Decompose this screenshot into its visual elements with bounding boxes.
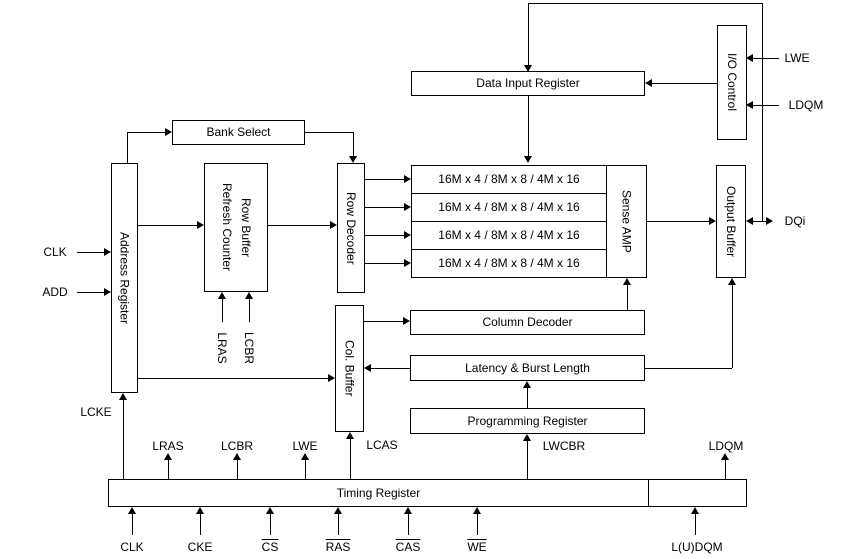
- wire-dqi: [753, 221, 766, 222]
- wire-lcas: [350, 439, 351, 479]
- wire-dir-array: [528, 96, 529, 156]
- memory-bank-row: 16M x 4 / 8M x 8 / 4M x 16: [412, 166, 606, 194]
- arrow-rowdec-bank4: [404, 259, 411, 267]
- wire-clk: [77, 252, 105, 253]
- wire-ldqm-right: [753, 105, 779, 106]
- arrow-feedback-dir: [524, 65, 532, 72]
- memory-bank-row: 16M x 4 / 8M x 8 / 4M x 16: [438, 256, 580, 271]
- wire-bank-rowdec-v: [353, 132, 354, 156]
- arrow-lras-counter: [218, 292, 226, 299]
- arrow-lwcbr: [523, 434, 531, 441]
- arrow-add: [104, 288, 111, 296]
- timing-register-label: Timing Register: [336, 485, 421, 500]
- label-clk-left: CLK: [43, 245, 67, 259]
- arrow-lwe-right: [746, 54, 753, 62]
- arrow-dqi-out: [766, 217, 773, 225]
- wire-latency-outbuf-h: [645, 368, 732, 369]
- arrow-addr-refresh: [197, 221, 204, 229]
- arrow-lras: [164, 453, 172, 460]
- wire-cas: [408, 514, 409, 535]
- arrow-latency-outbuf: [728, 278, 736, 285]
- label-we: $\overline{WE}$: [467, 540, 487, 554]
- wire-ludqm: [695, 514, 696, 535]
- sense-amp-block: Sense AMP: [606, 165, 647, 278]
- arrow-rowdec-bank2: [404, 203, 411, 211]
- arrow-coldec-sense: [623, 278, 631, 285]
- arrow-latency-colbuf: [364, 364, 371, 372]
- arrow-dir-array: [524, 156, 532, 163]
- arrow-addr-bank: [165, 128, 172, 136]
- wire-rowdec-bank4: [365, 263, 404, 264]
- wire-addr-colbuf: [138, 378, 328, 379]
- label-lras-counter: LRAS: [215, 332, 229, 364]
- label-dqi: DQi: [784, 214, 806, 228]
- wire-lwe-right: [753, 58, 779, 59]
- arrow-io-dir: [645, 79, 652, 87]
- arrow-cs: [266, 507, 274, 514]
- wire-prog-latency: [527, 388, 528, 408]
- label-ldqm-internal: LDQM: [708, 439, 744, 453]
- wire-add: [77, 292, 105, 293]
- refresh-counter-line1: Row Buffer: [239, 197, 254, 258]
- column-decoder-block: Column Decoder: [410, 310, 645, 335]
- label-lcke: LCKE: [80, 405, 112, 419]
- output-buffer-block: Output Buffer: [716, 165, 746, 278]
- label-lcbr-counter: LCBR: [242, 331, 256, 365]
- row-decoder-block: Row Decoder: [337, 163, 365, 293]
- arrow-addr-colbuf: [328, 374, 335, 382]
- arrow-cas: [404, 507, 412, 514]
- col-buffer-block: Col. Buffer: [335, 305, 364, 432]
- arrow-lcas: [346, 432, 354, 439]
- arrow-sense-outbuf: [709, 217, 716, 225]
- wire-feedback-top-h: [528, 3, 763, 4]
- arrow-lcke: [119, 393, 127, 400]
- timing-register-block: [108, 479, 747, 507]
- arrow-colbuf-coldec: [403, 317, 410, 325]
- wire-ldqm-internal: [725, 460, 726, 479]
- wire-rowdec-bank3: [365, 235, 404, 236]
- arrow-we: [473, 507, 481, 514]
- arrow-ldqm-internal: [721, 453, 729, 460]
- wire-lcke: [123, 400, 124, 479]
- label-cke: CKE: [187, 540, 213, 554]
- arrow-refresh-rowdec: [330, 221, 337, 229]
- wire-ras: [338, 514, 339, 535]
- label-ludqm: L(U)DQM: [671, 540, 723, 554]
- wire-latency-colbuf: [371, 368, 410, 369]
- label-cs: $\overline{CS}$: [261, 540, 279, 554]
- programming-register-block: Programming Register: [410, 408, 645, 434]
- wire-colbuf-coldec: [364, 321, 403, 322]
- wire-sense-outbuf: [647, 221, 709, 222]
- wire-latency-outbuf-v: [732, 285, 733, 368]
- wire-lras-counter: [222, 299, 223, 322]
- wire-rowdec-bank2: [365, 207, 404, 208]
- wire-clk-bottom: [132, 514, 133, 535]
- wire-coldec-sense: [627, 285, 628, 310]
- label-lwe-internal: LWE: [292, 439, 318, 453]
- label-lcbr: LCBR: [220, 439, 254, 453]
- label-ldqm-right: LDQM: [788, 98, 824, 112]
- wire-feedback-right-v: [762, 3, 763, 221]
- wire-io-dir: [652, 83, 718, 84]
- arrow-ldqm-right: [746, 101, 753, 109]
- wire-bank-rowdec-h: [305, 132, 354, 133]
- refresh-counter-line2: Refresh Counter: [220, 183, 234, 272]
- data-input-register-block: Data Input Register: [411, 71, 645, 96]
- memory-bank-row: 16M x 4 / 8M x 8 / 4M x 16: [412, 222, 606, 250]
- wire-feedback-left-v: [528, 3, 529, 65]
- label-lwcbr: LWCBR: [542, 439, 586, 453]
- label-cas: $\overline{CAS}$: [395, 540, 421, 554]
- memory-bank-row: 16M x 4 / 8M x 8 / 4M x 16: [412, 194, 606, 222]
- wire-cke: [200, 514, 201, 535]
- wire-lcbr: [237, 460, 238, 479]
- arrow-lwe-internal: [301, 453, 309, 460]
- arrow-ludqm: [691, 507, 699, 514]
- address-register-block: Address Register: [111, 163, 138, 393]
- label-ras: $\overline{RAS}$: [325, 540, 351, 554]
- label-add: ADD: [42, 285, 68, 299]
- wire-we: [477, 514, 478, 535]
- arrow-rowdec-bank3: [404, 231, 411, 239]
- label-lras: LRAS: [152, 439, 184, 453]
- arrow-clk: [104, 248, 111, 256]
- refresh-counter-block: [204, 163, 268, 292]
- arrow-bank-rowdec: [349, 156, 357, 163]
- timing-register-divider: [648, 480, 649, 506]
- wire-lwe-internal: [305, 460, 306, 479]
- label-lwe-right: LWE: [784, 51, 810, 65]
- label-clk-bottom: CLK: [120, 540, 144, 554]
- arrow-prog-latency: [523, 381, 531, 388]
- wire-lras: [168, 460, 169, 479]
- bank-select-block: Bank Select: [172, 120, 305, 145]
- wire-addr-bank-h: [127, 132, 165, 133]
- arrow-cke: [196, 507, 204, 514]
- arrow-lcbr-counter: [245, 292, 253, 299]
- arrow-rowdec-bank1: [404, 175, 411, 183]
- wire-lwcbr: [527, 441, 528, 479]
- arrow-lcbr: [233, 453, 241, 460]
- arrow-clk-bottom: [128, 507, 136, 514]
- arrow-dqi-in: [746, 217, 753, 225]
- wire-addr-bank-v: [127, 132, 128, 163]
- io-control-block: I/O Control: [717, 25, 747, 140]
- wire-lcbr-counter: [249, 299, 250, 322]
- wire-refresh-rowdec: [268, 225, 330, 226]
- latency-burst-length-block: Latency & Burst Length: [410, 355, 645, 381]
- label-lcas: LCAS: [366, 438, 398, 452]
- wire-rowdec-bank1: [365, 179, 404, 180]
- wire-cs: [270, 514, 271, 535]
- arrow-ras: [334, 507, 342, 514]
- wire-addr-refresh: [138, 225, 197, 226]
- memory-bank-array: [411, 165, 607, 278]
